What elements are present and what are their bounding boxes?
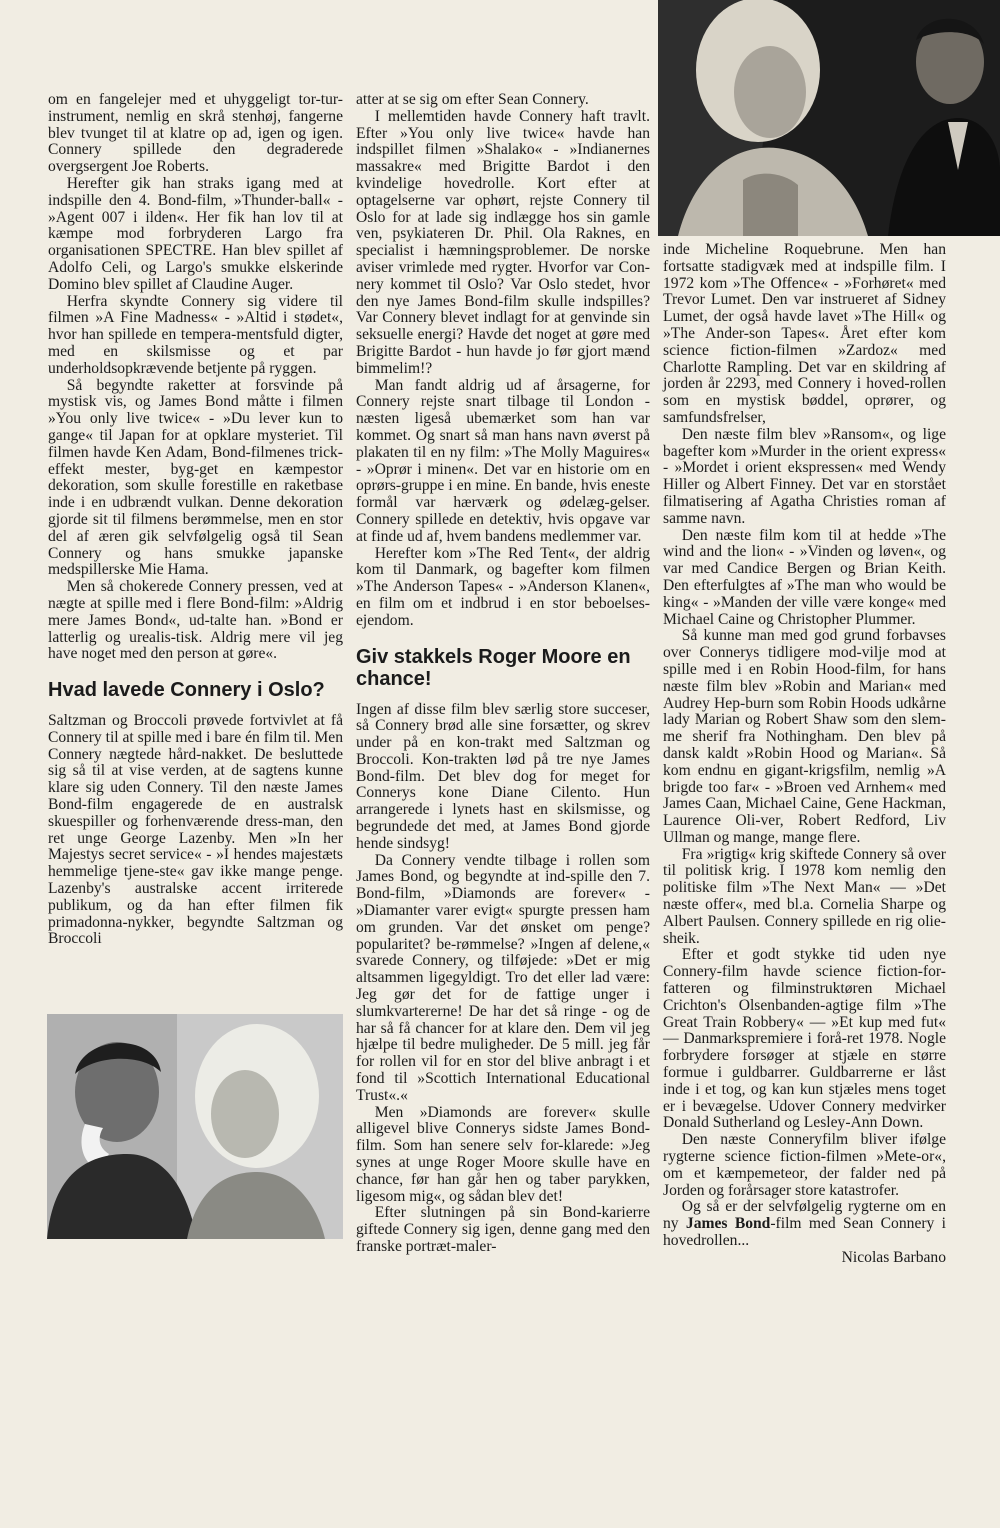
top-photo	[658, 0, 1000, 236]
article-paragraph: Herefter gik han straks igang med at indspille den 4. Bond-film, »Thunder-ball« - »Agent 007 i ilden«. Her fik han lov til at kæmpe mod forbryderen Largo fra organisationen SPECTRE. Han blev spillet af Adolfo Celi, og Largo's smukke elskerinde Domino blev spillet af Claudine Auger.	[48, 174, 343, 293]
article-paragraph: Fra »rigtig« krig skiftede Connery så over til politisk krig. I 1978 kom nemlig den politiske film »The Next Man« — »Det næste offer«, med bl.a. Cornelia Sharpe og Albert Paulsen. Connery spillede en rig olie-sheik.	[663, 845, 946, 947]
text-column-2	[356, 92, 650, 1256]
article-paragraph: Herfra skyndte Connery sig videre til filmen »A Fine Madness« - »Altid i stødet«, hvor han spillede en tempera-mentsfuld digter, med en skilsmisse og et par underholdsopkrævende betjente på ryggen.	[48, 292, 343, 377]
article-paragraph: Saltzman og Broccoli prøvede fortvivlet at få Connery til at spille med i bare én film til. Men Connery nægtede hård-nakket. De besluttede sig så til at vise verden, at de sagtens kunne klare sig uden Connery. Til den næste James Bond-film engagerede de en australsk skuespiller og forhenværende dress-man, den ret unge George Lazenby. Men »In her Majestys secret service« - »I hendes majestæts hemmelige tjene-ste« gav ikke mange penge. Lazenby's australske accent irriterede publikum, og da han efter filmen fik primadonna-nykker, begyndte Saltzman og Broccoli	[48, 712, 343, 948]
article-paragraph: inde Micheline Roquebrune. Men han fortsatte stadigvæk med at indspille film. I 1972 kom »The Offence« - »Forhøret« med Trevor Lumet. Den var instrueret af Sidney Lumet, der også havde lavet »The Hill« og »The Ander-son Tapes«. Året efter kom science fiction-filmen »Zardoz« med Charlotte Rampling. Det var en skildring af jorden år 2293, med Connery i hoved-rollen som en mystisk bøddel, oprører, og samfundsfrelser,	[663, 241, 946, 426]
article-paragraph: Men »Diamonds are forever« skulle alligevel blive Connerys sidste James Bond-film. Som han senere selv for-klarede: »Jeg synes at unge Roger Moore skulle have en chance, før han går hen og taber parykken, ligesom mig«, og sådan blev det!	[356, 1103, 650, 1205]
text-column-1	[48, 92, 343, 948]
article-paragraph: om en fangelejer med et uhyggeligt tor-tur-instrument, nemlig en skrå stenhøj, fangerne blev tvunget til at klatre op ad, igen og igen. Connery spillede den degraderede overgsergent Joe Roberts.	[48, 91, 343, 176]
article-paragraph: Da Connery vendte tilbage i rollen som James Bond, og begyndte at ind-spille den 7. Bond-film, »Diamonds are forever« - »Diamanter varer evigt« spurgte pressen ham om grunden. Var det ønsket om penge? popularitet? be-rømmelse? »Ingen af delene,« svarede Connery, og tilføjede: »Det er mig altsammen ligegyldigt. Tro det eller lad være: Jeg gør det for de fattige unger i slumkvartererne! De har det så ringe - og de har så få chancer for at klare den. Dem vil jeg hjælpe til bedre muligheder. De 5 mill. jeg får for rollen vil for en stor del blive anbragt i et fond til »Scottich International Educational Trust«.«	[356, 851, 650, 1104]
bottom-photo-illustration	[47, 1014, 343, 1239]
closing-text-bold: James Bond	[685, 1215, 771, 1233]
closing-text-end: -film med Sean Connery i hovedrollen...	[663, 1215, 947, 1250]
article-paragraph: Efter et godt stykke tid uden nye Connery-film havde science fiction-for-fatteren og filminstruktøren Michael Crichton's Olsenbanden-agtige film »The Great Train Robbery« — »Et kup med fut« — Danmarkspremiere i forå-ret 1978. Nogle forbrydere forsøger at stjæle en større formue i guldbarrer. Guldbarrerne er låst inde i et tog, og kan kun stjæles mens toget er i bevægelse. Udover Connery medvirker Donald Sutherland og Lesley-Ann Down.	[663, 946, 946, 1132]
article-paragraph: Men så chokerede Connery pressen, ved at nægte at spille med i flere Bond-film: »Aldrig mere James Bond«, ud-talte han. »Bond er latterlig og urealis-tisk. Aldrig mere vil jeg have noget med den person at gøre«.	[48, 578, 343, 663]
article-paragraph: Efter slutningen på sin Bond-karierre giftede Connery sig igen, denne gang med den franske portræt-maler-	[356, 1204, 650, 1255]
section-heading-oslo: Hvad lavede Connery i Oslo?	[48, 679, 325, 702]
article-paragraph: Den næste Conneryfilm bliver ifølge rygterne science fiction-filmen »Mete-or«, om et kæmpemeteor, der falder ned på Jorden og forårsager store katastrofer.	[663, 1131, 946, 1199]
text-column-3	[663, 242, 946, 1267]
top-photo-illustration	[658, 0, 1000, 236]
article-paragraph: Den næste film blev »Ransom«, og lige bagefter kom »Murder in the orient express« - »Mordet i orient ekspressen« med Wendy Hiller og Albert Finney. Det var en storstået filmatisering af Agatha Christies roman af samme navn.	[663, 425, 946, 527]
bottom-photo	[47, 1014, 343, 1239]
article-paragraph: Den næste film kom til at hedde »The wind and the lion« - »Vinden og løven«, og var med Candice Bergen og Brian Keith. Den efterfulgtes af »The man who would be king« - »Manden der ville være konge« med Michael Caine og Christopher Plummer.	[663, 526, 946, 628]
article-paragraph: Man fandt aldrig ud af årsagerne, for Connery rejste snart tilbage til London - næsten ligeså ubemærket som han var kommet. Og snart så man hans navn øverst på plakaten til en ny film: »The Molly Maguires« - »Oprør i minen«. Det var en historie om en oprørs-gruppe i en mine. En bande, hvis eneste formål var hærværk og ødelæg-gelser. Connery spillede en detektiv, hvis opgave var at finde ud af, hvem bandens medlemmer var.	[356, 376, 650, 545]
article-paragraph: I mellemtiden havde Connery haft travlt. Efter »You only live twice« havde han indspillet filmen »Shalako« - »Indianernes massakre« med Brigitte Bardot i den kvindelige hovedrolle. Kort efter at optagelserne var ophørt, rejste Connery til Oslo for at lade sig indlægge hos sin gamle ven, psykiateren Dr. Phil. Ola Raknes, en specialist i hæmningsproblemer. De norske aviser vrimlede med rygter. Hvorfor var Con-nery kommet til Oslo? Var Oslo stedet, hvor den nye James Bond-film skulle indspilles? Var Connery blevet indlagt for at genvinde sin seksuelle energi? Havde det noget at gøre med Brigitte Bardot - hun havde jo før gjort mænd bimmelim!?	[356, 107, 650, 377]
closing-text-start: Og så er der selvfølgelig rygterne om en ny	[663, 1198, 946, 1233]
author-signature: Nicolas Barbano	[841, 1248, 946, 1266]
section-heading-roger-moore: Giv stakkels Roger Moore en chance!	[356, 645, 631, 690]
article-paragraph: Så kunne man med god grund forbavses over Connerys tidligere mod-vilje mod at spille med i en Robin Hood-film, for hans næste film blev »Robin and Marian« med Audrey Hep-burn som Robin Hoods udkårne lady Marian og Robert Shaw som den slem-me sherif fra Nothingham. Den blev på dansk kaldt »Robin Hood og Marian«. Så kom endnu en gigant-krigsfilm, nemlig »A brigde too far« - »Broen ved Arnhem« med James Caan, Michael Caine, Gene Hackman, Laurence Oli-ver, Robert Redford, Liv Ullman og mange, mange flere.	[663, 627, 946, 846]
article-paragraph: Så begyndte raketter at forsvinde på mystisk vis, og James Bond måtte i filmen »You only live twice« - »Du lever kun to gange« til Japan for at opklare mysteriet. Til filmen havde Ken Adam, Bond-filmenes trick-effekt mester, byg-get en kæmpestor dekoration, som skulle forestille en raketbase inde i en udbrændt vulkan. Denne dekoration gjorde sit til filmens berømmelse, men en stor del af æren gik selvfølgelig også til Sean Connery og hans smukke japanske medspillerske Mie Hama.	[48, 376, 343, 579]
article-paragraph: atter at se sig om efter Sean Connery.	[356, 91, 589, 108]
article-paragraph: Herefter kom »The Red Tent«, der aldrig kom til Danmark, og bagefter kom filmen »The Anderson Tapes« - »Anderson Klanen«, en film om et indbrud i en stor beboelses-ejendom.	[356, 544, 650, 629]
article-paragraph: Ingen af disse film blev særlig store succeser, så Connery brød alle sine forsætter, og skrev under på en kon-trakt med Saltzman og Broccoli. Kon-trakten lød på tre nye James Bond-film. Det blev dog for meget for Connerys kone Diane Cilento. Hun arrangerede i lynets hast en skilsmisse, og begrundede det med, at James Bond gjorde hende sindsyg!	[356, 700, 650, 852]
closing-paragraph	[663, 1199, 946, 1249]
